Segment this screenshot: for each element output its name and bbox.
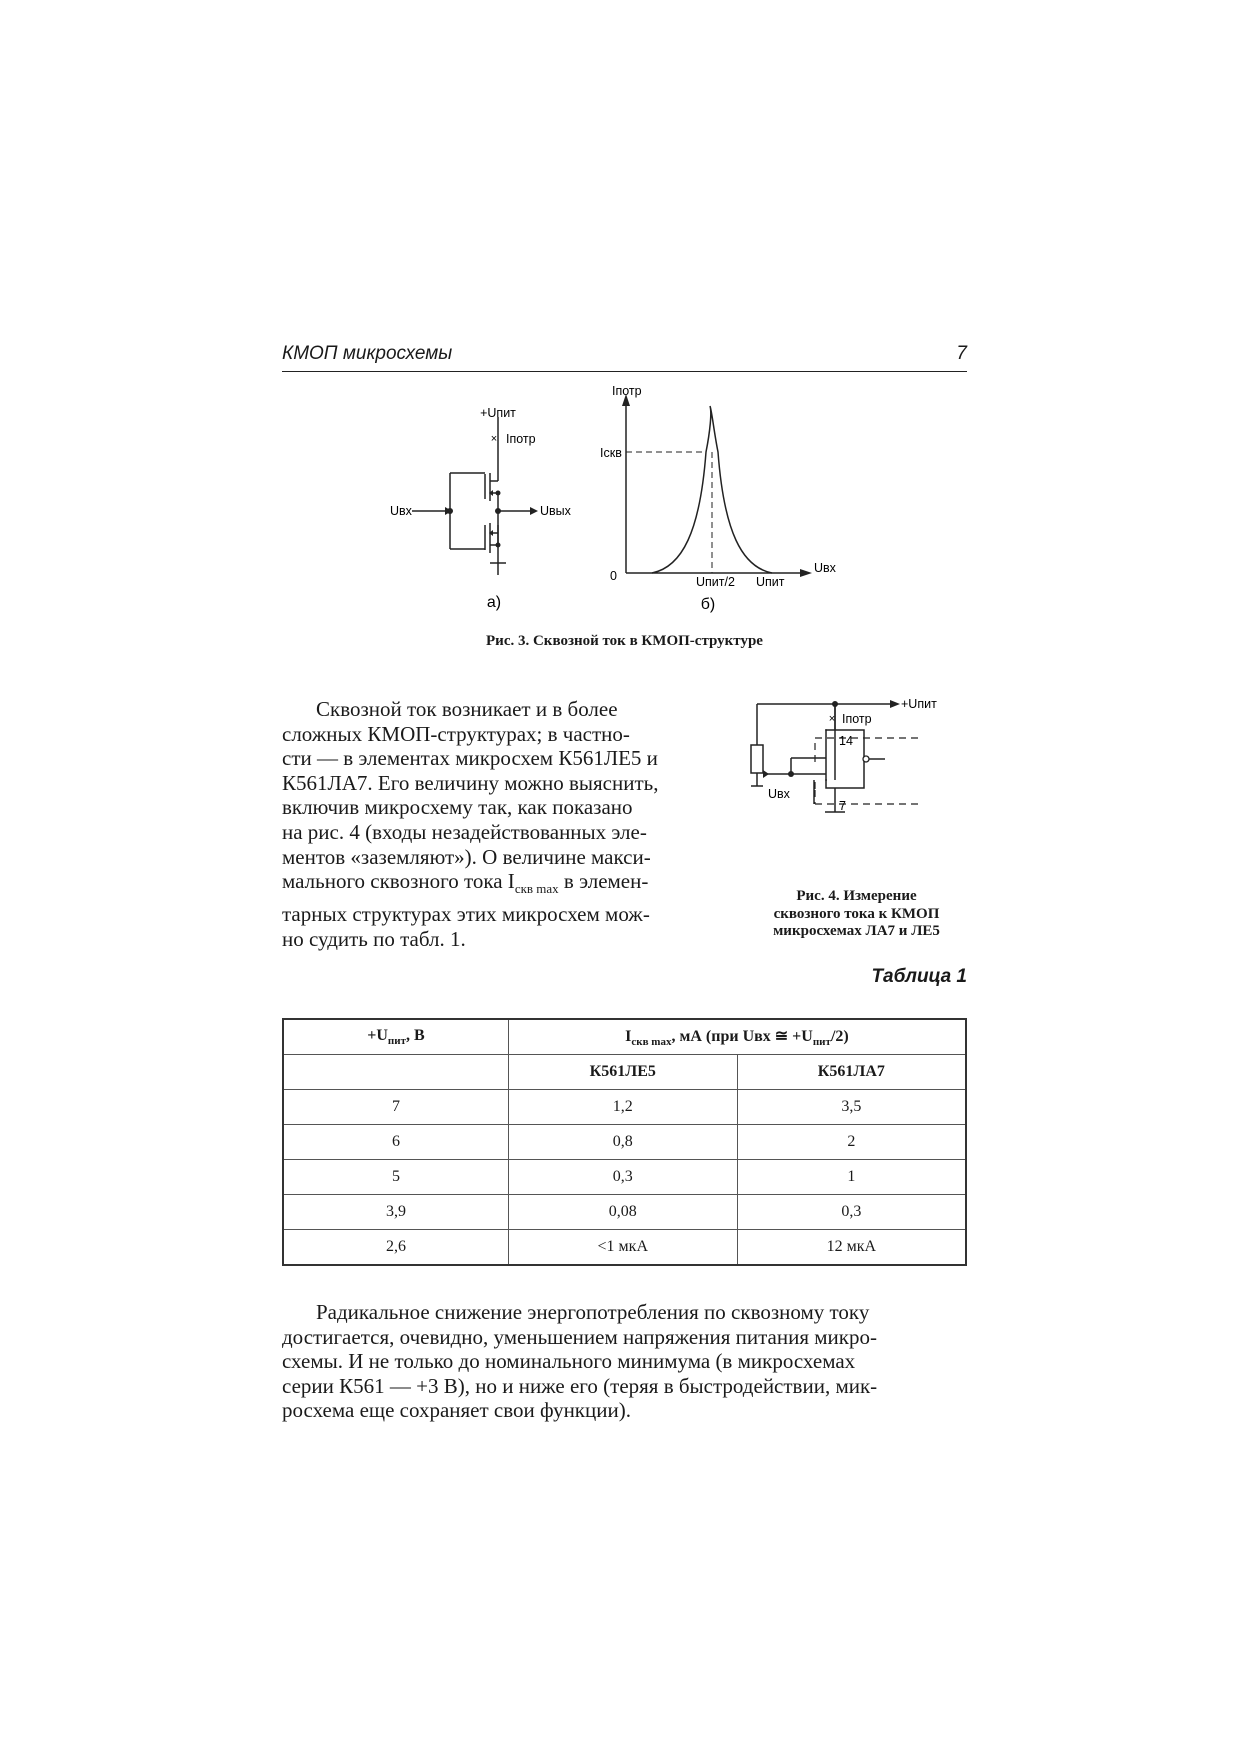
paragraph-2-line: росхема еще сохраняет свои функции).: [282, 1398, 631, 1423]
paragraph-1-line: на рис. 4 (входы незадействованных эле-: [282, 819, 647, 844]
table-cell: 2: [737, 1125, 966, 1160]
graph-origin-label: 0: [610, 569, 617, 583]
table-row: [283, 1230, 966, 1266]
figure3-circuit: [390, 395, 600, 615]
data-table: [282, 1018, 967, 1266]
table-cell: 1: [737, 1160, 966, 1195]
paragraph-2-line: Радикальное снижение энергопотребления по сквозному току: [316, 1300, 870, 1324]
table-cell: 3,9: [283, 1195, 508, 1230]
paragraph-1-line: сложных КМОП-структурах; в частно-: [282, 721, 630, 746]
subheader-le5: К561ЛЕ5: [508, 1055, 737, 1090]
fig4-pin-bottom: 7: [839, 799, 846, 813]
table-cell: 7: [283, 1090, 508, 1125]
table-cell: 3,5: [737, 1090, 966, 1125]
table-cell: 0,3: [508, 1160, 737, 1195]
paragraph-2-line: схемы. И не только до номинального минимума (в микросхемах: [282, 1349, 856, 1374]
table-cell: <1 мкА: [508, 1230, 737, 1266]
paragraph-1-line: сти — в элементах микросхем К561ЛЕ5 и: [282, 746, 658, 771]
paragraph-1-line: тарных структурах этих микросхем мож-: [282, 901, 650, 926]
circuit-input-label: Uвх: [390, 504, 412, 518]
table-cell: 12 мкА: [737, 1230, 966, 1266]
table-cell: 1,2: [508, 1090, 737, 1125]
table-row: [283, 1125, 966, 1160]
header-rule: [282, 371, 967, 372]
paragraph-1-line: мального сквозного тока $I_{скв max}$ в элемен-: [282, 869, 649, 897]
figure3b-label: б): [700, 596, 716, 613]
page-number: 7: [956, 343, 967, 364]
paragraph-1: [282, 697, 706, 951]
figure3-caption: Рис. 3. Сквозной ток в КМОП-структуре: [486, 633, 763, 649]
figure3a-label: а): [486, 594, 502, 611]
figure3-graph: [600, 382, 840, 614]
graph-y-axis-label: Iпотр: [612, 384, 642, 398]
col-header-voltage: $+U_{пит}$, В: [283, 1019, 508, 1055]
fig4-supply-label: +Uпит: [901, 697, 937, 711]
table-cell-empty: [283, 1055, 508, 1090]
paragraph-1-line: включив микросхему так, как показано: [282, 795, 633, 820]
table-row: [283, 1195, 966, 1230]
subheader-la7: К561ЛА7: [737, 1055, 966, 1090]
paragraph-1-line: ментов «заземляют»). О величине макси-: [282, 844, 651, 869]
graph-peak-label: Iскв: [600, 446, 622, 460]
paragraph-2-line: серии К561 — +3 В), но и ниже его (теряя в быстродействии, мик-: [282, 1373, 878, 1398]
table-cell: 0,3: [737, 1195, 966, 1230]
paragraph-1-line: К561ЛА7. Его величину можно выяснить,: [282, 770, 659, 795]
circuit-output-label: Uвых: [540, 504, 571, 518]
fig4-pin-top: 14: [839, 734, 853, 748]
table-cell: 5: [283, 1160, 508, 1195]
table-title: Таблица 1: [871, 966, 967, 987]
running-header-title: КМОП микросхемы: [282, 343, 453, 364]
figure4-circuit: [740, 690, 970, 870]
fig4-current-label: Iпотр: [842, 712, 872, 726]
table-cell: 2,6: [283, 1230, 508, 1266]
circuit-supply-label: +Uпит: [480, 406, 516, 420]
table-cell: 0,8: [508, 1125, 737, 1160]
graph-x-axis-label: Uвх: [814, 561, 836, 575]
table-row: [283, 1090, 966, 1125]
graph-x-mid-label: Uпит/2: [696, 575, 735, 589]
circuit-current-label: Iпотр: [506, 432, 536, 446]
paragraph-1-line: но судить по табл. 1.: [282, 926, 466, 951]
col-header-current: $I_{скв max}$, мА (при Uвх ≅ $+U_{пит}/2$): [508, 1019, 966, 1055]
fig4-input-label: Uвх: [768, 787, 790, 801]
table-header-row: [283, 1019, 966, 1055]
table-cell: 6: [283, 1125, 508, 1160]
table-subheader-row: [283, 1055, 966, 1090]
paragraph-2: [282, 1300, 967, 1423]
table-row: [283, 1160, 966, 1195]
paragraph-2-line: достигается, очевидно, уменьшением напряжения питания микро-: [282, 1324, 877, 1349]
fig4-current-marker-icon: ×: [828, 713, 836, 725]
table-cell: 0,08: [508, 1195, 737, 1230]
paragraph-1-line: Сквозной ток возникает и в более: [316, 697, 618, 721]
figure4-caption: Рис. 4. Измерение сквозного тока к КМОП микросхемах ЛА7 и ЛЕ5: [773, 888, 940, 939]
graph-x-end-label: Uпит: [756, 575, 785, 589]
current-marker-icon: ×: [490, 433, 498, 445]
